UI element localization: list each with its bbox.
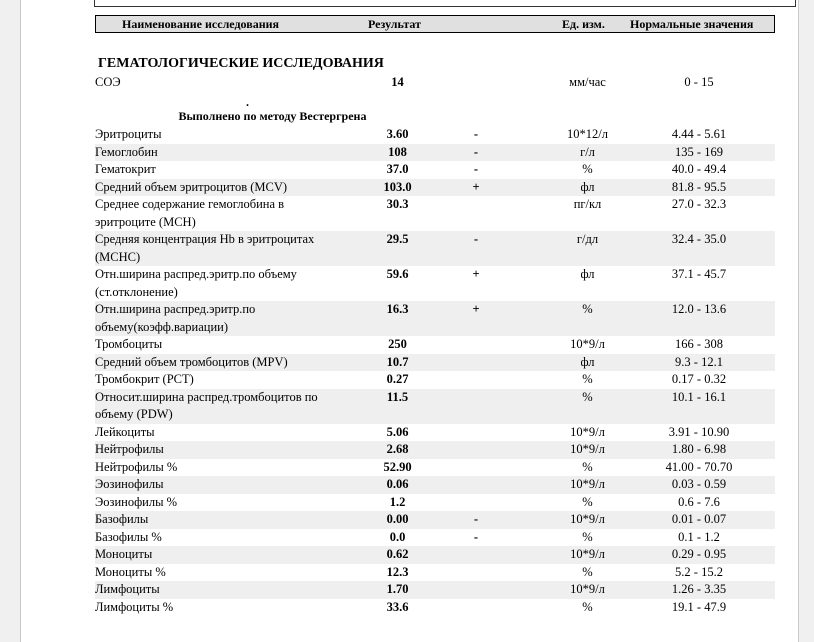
table-row (95, 371, 775, 389)
test-unit: 10*9/л (570, 424, 605, 439)
test-unit: % (582, 529, 593, 544)
header-name: Наименование исследования (122, 17, 280, 31)
test-unit: г/дл (576, 232, 599, 246)
test-norm: 1.26 - 3.35 (671, 582, 727, 596)
test-unit: % (582, 162, 593, 176)
section-title: ГЕМАТОЛОГИЧЕСКИЕ ИССЛЕДОВАНИЯ (98, 56, 384, 71)
test-norm: 32.4 - 35.0 (671, 232, 727, 246)
test-result: 37.0 (386, 162, 409, 176)
test-unit: % (582, 389, 593, 404)
test-norm: 40.0 - 49.4 (671, 162, 727, 176)
test-name: Базофилы % (95, 529, 162, 544)
test-name: Средняя концентрация Hb в эритроцитах (MCHC) (95, 232, 315, 264)
test-norm: 19.1 - 47.9 (671, 599, 727, 614)
table-row (95, 494, 775, 512)
test-result: 3.60 (386, 127, 409, 141)
table-row (95, 144, 775, 162)
test-result: 52.90 (383, 459, 412, 474)
test-norm: 166 - 308 (675, 337, 723, 351)
method-dot: . (246, 95, 249, 109)
table-row (95, 196, 775, 231)
test-unit: фл (580, 179, 595, 194)
test-result: 11.5 (386, 389, 409, 404)
test-result: 12.3 (386, 564, 409, 579)
test-name: Нейтрофилы % (95, 459, 178, 474)
test-result: 1.70 (386, 582, 409, 596)
test-name: Тромбоциты (95, 337, 163, 351)
table-row (95, 476, 775, 494)
test-flag: - (473, 144, 479, 159)
test-name: Эозинофилы % (95, 494, 178, 509)
test-result: 0.06 (386, 477, 409, 491)
test-result: 5.06 (386, 424, 409, 439)
test-result: 0.27 (386, 372, 409, 386)
test-norm: 135 - 169 (675, 144, 723, 159)
test-result: 0.0 (389, 529, 406, 544)
test-result: 33.6 (386, 599, 409, 614)
table-row (95, 126, 775, 144)
test-norm: 0.1 - 1.2 (678, 529, 720, 544)
test-unit: мм/час (569, 75, 606, 89)
test-norm: 37.1 - 45.7 (671, 267, 727, 281)
test-unit: 10*9/л (570, 442, 605, 456)
test-unit: пг/кл (573, 197, 602, 211)
test-unit: 10*9/л (570, 547, 605, 561)
test-name: Моноциты (95, 547, 153, 561)
test-norm: 81.8 - 95.5 (671, 179, 727, 194)
test-unit: 10*9/л (570, 337, 605, 351)
test-name: Базофилы (95, 512, 149, 526)
table-row (95, 441, 775, 459)
test-unit: % (582, 564, 593, 579)
table-row (95, 581, 775, 599)
header-norm: Нормальные значения (630, 17, 754, 31)
table-row (95, 564, 775, 582)
table-row (95, 389, 775, 424)
table-row (95, 529, 775, 547)
test-unit: % (582, 494, 593, 509)
test-flag: - (473, 162, 479, 176)
test-unit: 10*9/л (570, 477, 605, 491)
test-unit: 10*12/л (567, 127, 608, 141)
table-row (95, 511, 775, 529)
test-result: 108 (388, 144, 407, 159)
test-result: 59.6 (386, 267, 409, 281)
test-norm: 0 - 15 (684, 75, 714, 89)
test-name: Нейтрофилы (95, 442, 164, 456)
test-norm: 12.0 - 13.6 (671, 302, 727, 316)
test-norm: 0.29 - 0.95 (671, 547, 727, 561)
test-unit: % (582, 372, 593, 386)
test-name: Отн.ширина распред.эритр.по объему(коэфф.вариации) (95, 302, 256, 334)
test-name: Отн.ширина распред.эритр.по объему (ст.отклонение) (95, 267, 297, 299)
test-norm: 0.17 - 0.32 (671, 372, 727, 386)
test-name: Эозинофилы (95, 477, 164, 491)
test-flag: - (473, 232, 479, 246)
test-norm: 0.6 - 7.6 (678, 494, 720, 509)
test-flag: - (473, 512, 479, 526)
test-result: 2.68 (386, 442, 409, 456)
test-flag: - (473, 529, 479, 544)
test-flag: + (472, 302, 480, 316)
table-row (95, 266, 775, 301)
test-name: Лимфоциты % (95, 599, 174, 614)
test-name: Гемоглобин (95, 144, 158, 159)
test-norm: 5.2 - 15.2 (675, 564, 723, 579)
table-row (95, 459, 775, 477)
test-unit: % (582, 459, 593, 474)
test-name: Среднее содержание гемоглобина в эритроците (MCH) (95, 197, 285, 229)
test-flag: - (473, 127, 479, 141)
table-row (95, 161, 775, 179)
test-name: Гематокрит (95, 162, 156, 176)
test-norm: 1.80 - 6.98 (671, 442, 727, 456)
test-norm: 41.00 - 70.70 (665, 459, 733, 474)
test-norm: 3.91 - 10.90 (668, 424, 730, 439)
test-norm: 9.3 - 12.1 (675, 354, 723, 369)
test-result: 10.7 (386, 354, 409, 369)
test-result: 30.3 (386, 197, 409, 211)
method-note: Выполнено по методу Вестергрена (178, 109, 367, 123)
test-name: Моноциты % (95, 564, 166, 579)
table-row (95, 546, 775, 564)
table-row (95, 179, 775, 197)
test-unit: фл (580, 354, 595, 369)
test-name: Средний объем тромбоцитов (MPV) (95, 354, 288, 369)
table-header (95, 15, 775, 33)
test-result: 1.2 (389, 494, 406, 509)
test-name: СОЭ (95, 75, 121, 89)
test-result: 0.62 (386, 547, 409, 561)
test-unit: 10*9/л (570, 582, 605, 596)
test-flag: + (472, 267, 480, 281)
table-row (95, 301, 775, 336)
test-result: 250 (388, 337, 407, 351)
header-unit: Ед. изм. (562, 17, 605, 31)
test-norm: 27.0 - 32.3 (671, 197, 727, 211)
test-name: Тромбокрит (PCT) (95, 372, 194, 386)
table-row (95, 231, 775, 266)
table-row (95, 336, 775, 354)
test-result: 14 (391, 75, 404, 89)
test-result: 16.3 (386, 302, 409, 316)
table-row (95, 599, 775, 617)
table-row (95, 354, 775, 372)
test-result: 103.0 (383, 179, 412, 194)
test-name: Лейкоциты (95, 424, 155, 439)
soe-row (95, 74, 775, 92)
table-row (95, 424, 775, 442)
test-flag: + (472, 179, 480, 194)
test-norm: 10.1 - 16.1 (671, 389, 727, 404)
test-unit: % (582, 599, 593, 614)
header-result: Результат (368, 17, 422, 31)
previous-table-border (94, 0, 796, 7)
test-name: Относит.ширина распред.тромбоцитов по объему (PDW) (95, 389, 318, 421)
test-unit: г/л (580, 144, 595, 159)
test-name: Средний объем эритроцитов (MCV) (95, 179, 288, 194)
test-result: 29.5 (386, 232, 409, 246)
test-name: Эритроциты (95, 127, 162, 141)
test-unit: фл (580, 267, 595, 281)
test-name: Лимфоциты (95, 582, 160, 596)
test-norm: 4.44 - 5.61 (671, 127, 727, 141)
test-unit: 10*9/л (570, 512, 605, 526)
test-norm: 0.03 - 0.59 (671, 477, 727, 491)
test-result: 0.00 (386, 512, 409, 526)
test-norm: 0.01 - 0.07 (671, 512, 727, 526)
test-unit: % (582, 302, 593, 316)
